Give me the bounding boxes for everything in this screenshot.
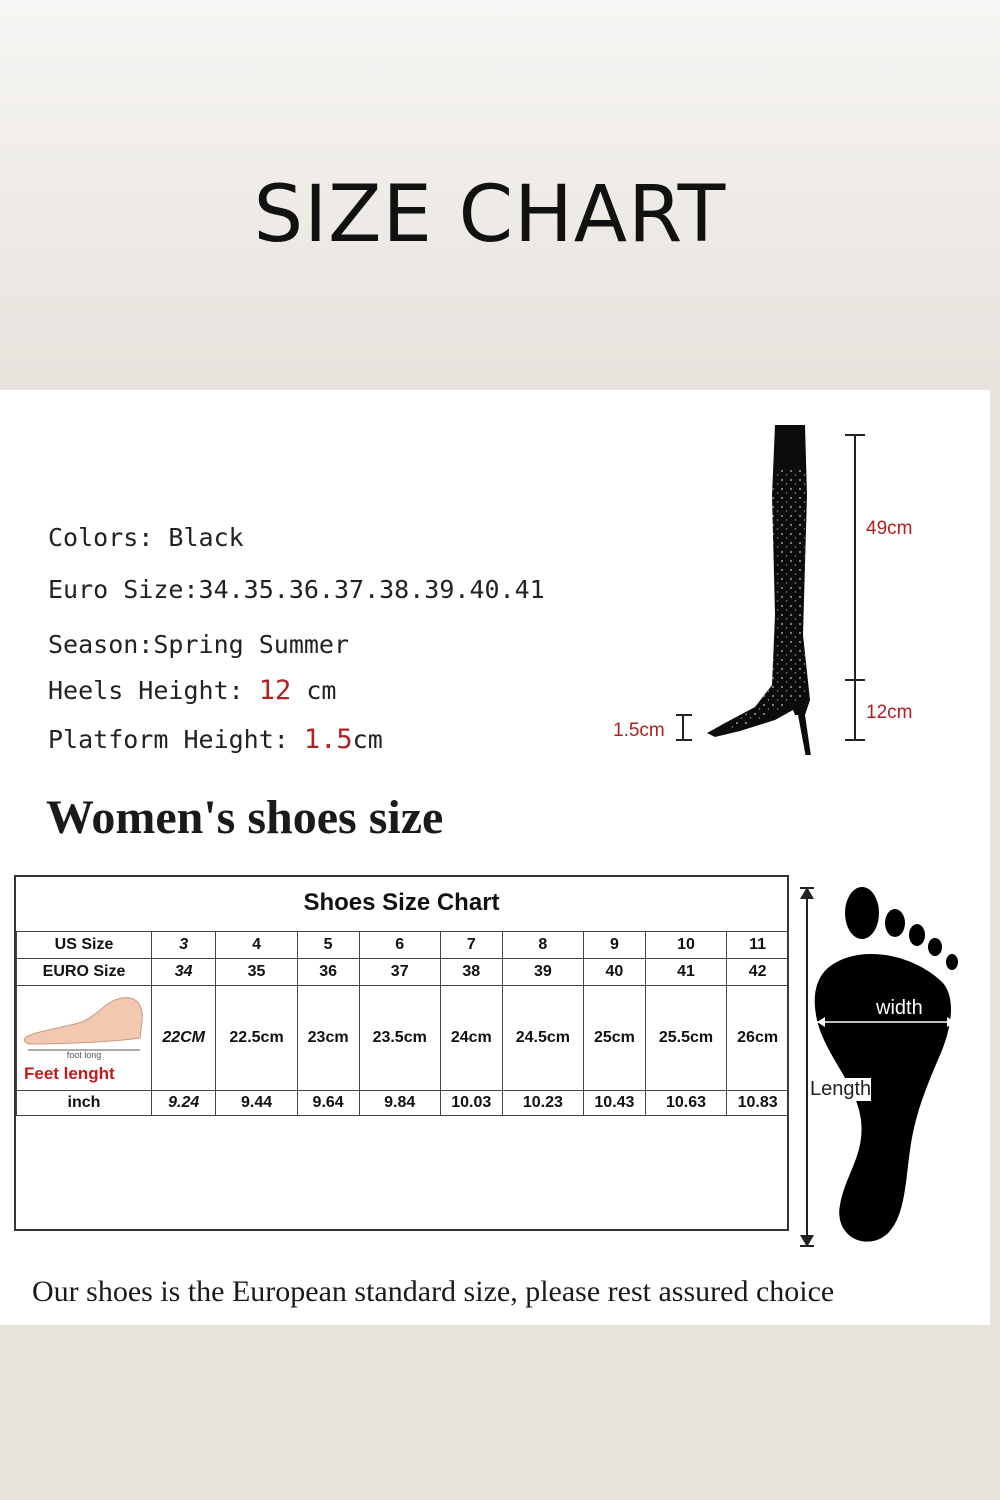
spec-platform-height	[48, 724, 383, 755]
table-row-euro	[17, 959, 789, 986]
us-size-cell: 6	[359, 932, 440, 959]
size-table-box	[14, 875, 789, 1231]
spec-euro-size	[48, 575, 545, 604]
euro-size-cell: 38	[440, 959, 502, 986]
footprint-diagram	[795, 885, 970, 1255]
footer-note: Our shoes is the European standard size, please rest assured choice	[32, 1275, 835, 1308]
table-row-inch	[17, 1091, 789, 1116]
width-label: width	[876, 997, 923, 1019]
feet-length-cell: 24.5cm	[502, 986, 583, 1091]
inch-cell: 10.63	[645, 1091, 726, 1116]
feet-length-label-cell	[17, 986, 152, 1091]
us-size-cell: 10	[645, 932, 726, 959]
us-size-cell: 11	[727, 932, 789, 959]
euro-size-cell: 36	[297, 959, 359, 986]
spec-heels-height	[48, 675, 336, 706]
euro-size-label: Euro Size:	[48, 575, 199, 604]
platform-height-dimension: 1.5cm	[613, 720, 665, 741]
euro-size-cell: 39	[502, 959, 583, 986]
inch-cell: 10.43	[584, 1091, 646, 1116]
inch-cell: 10.23	[502, 1091, 583, 1116]
inch-cell: 10.83	[727, 1091, 789, 1116]
us-size-cell: 7	[440, 932, 502, 959]
heels-height-unit: cm	[306, 676, 337, 705]
spec-colors	[48, 523, 244, 552]
season-value: Spring Summer	[153, 630, 350, 659]
section-heading: Women's shoes size	[46, 791, 444, 844]
inch-cell: 9.44	[216, 1091, 297, 1116]
euro-size-cell: 40	[584, 959, 646, 986]
inch-cell: 9.24	[152, 1091, 216, 1116]
size-chart-panel	[0, 390, 990, 1325]
heels-height-label: Heels Height:	[48, 676, 244, 705]
euro-size-value: 34.35.36.37.38.39.40.41	[198, 575, 545, 604]
us-size-cell: 8	[502, 932, 583, 959]
feet-length-cell: 25cm	[584, 986, 646, 1091]
euro-size-cell: 37	[359, 959, 440, 986]
feet-length-cell: 26cm	[727, 986, 789, 1091]
feet-length-label: Feet lenght	[24, 1064, 115, 1083]
spec-season	[48, 630, 349, 659]
size-table-title: Shoes Size Chart	[303, 889, 500, 916]
feet-length-cell: 24cm	[440, 986, 502, 1091]
feet-length-cell: 23.5cm	[359, 986, 440, 1091]
table-row-feet-length	[17, 986, 789, 1091]
feet-length-cell: 22CM	[152, 986, 216, 1091]
us-size-cell: 9	[584, 932, 646, 959]
euro-size-cell: 34	[152, 959, 216, 986]
size-table	[16, 931, 789, 1116]
inch-cell: 9.84	[359, 1091, 440, 1116]
inch-label: inch	[17, 1091, 152, 1116]
foot-long-caption: foot long	[66, 1050, 102, 1060]
us-size-cell: 3	[152, 932, 216, 959]
table-row-us	[17, 932, 789, 959]
heels-height-value: 12	[258, 675, 292, 706]
feet-length-cell: 25.5cm	[645, 986, 726, 1091]
shaft-height-dimension: 49cm	[866, 518, 913, 539]
inch-cell: 10.03	[440, 1091, 502, 1116]
heel-height-dimension: 12cm	[866, 702, 913, 723]
inch-cell: 9.64	[297, 1091, 359, 1116]
platform-height-value: 1.5	[303, 724, 353, 755]
us-size-cell: 4	[216, 932, 297, 959]
colors-label: Colors:	[48, 523, 154, 552]
feet-length-cell: 22.5cm	[216, 986, 297, 1091]
foot-side-icon	[22, 992, 146, 1056]
euro-size-cell: 42	[727, 959, 789, 986]
us-size-cell: 5	[297, 932, 359, 959]
us-size-label: US Size	[17, 932, 152, 959]
feet-length-cell: 23cm	[297, 986, 359, 1091]
page-title: SIZE CHART	[253, 170, 727, 260]
length-label: Length	[810, 1078, 872, 1100]
euro-size-cell: 41	[645, 959, 726, 986]
colors-value: Black	[168, 523, 244, 552]
platform-height-unit: cm	[352, 725, 383, 754]
season-label: Season:	[48, 630, 154, 659]
platform-height-label: Platform Height:	[48, 725, 289, 754]
euro-size-cell: 35	[216, 959, 297, 986]
euro-size-row-label: EURO Size	[17, 959, 152, 986]
